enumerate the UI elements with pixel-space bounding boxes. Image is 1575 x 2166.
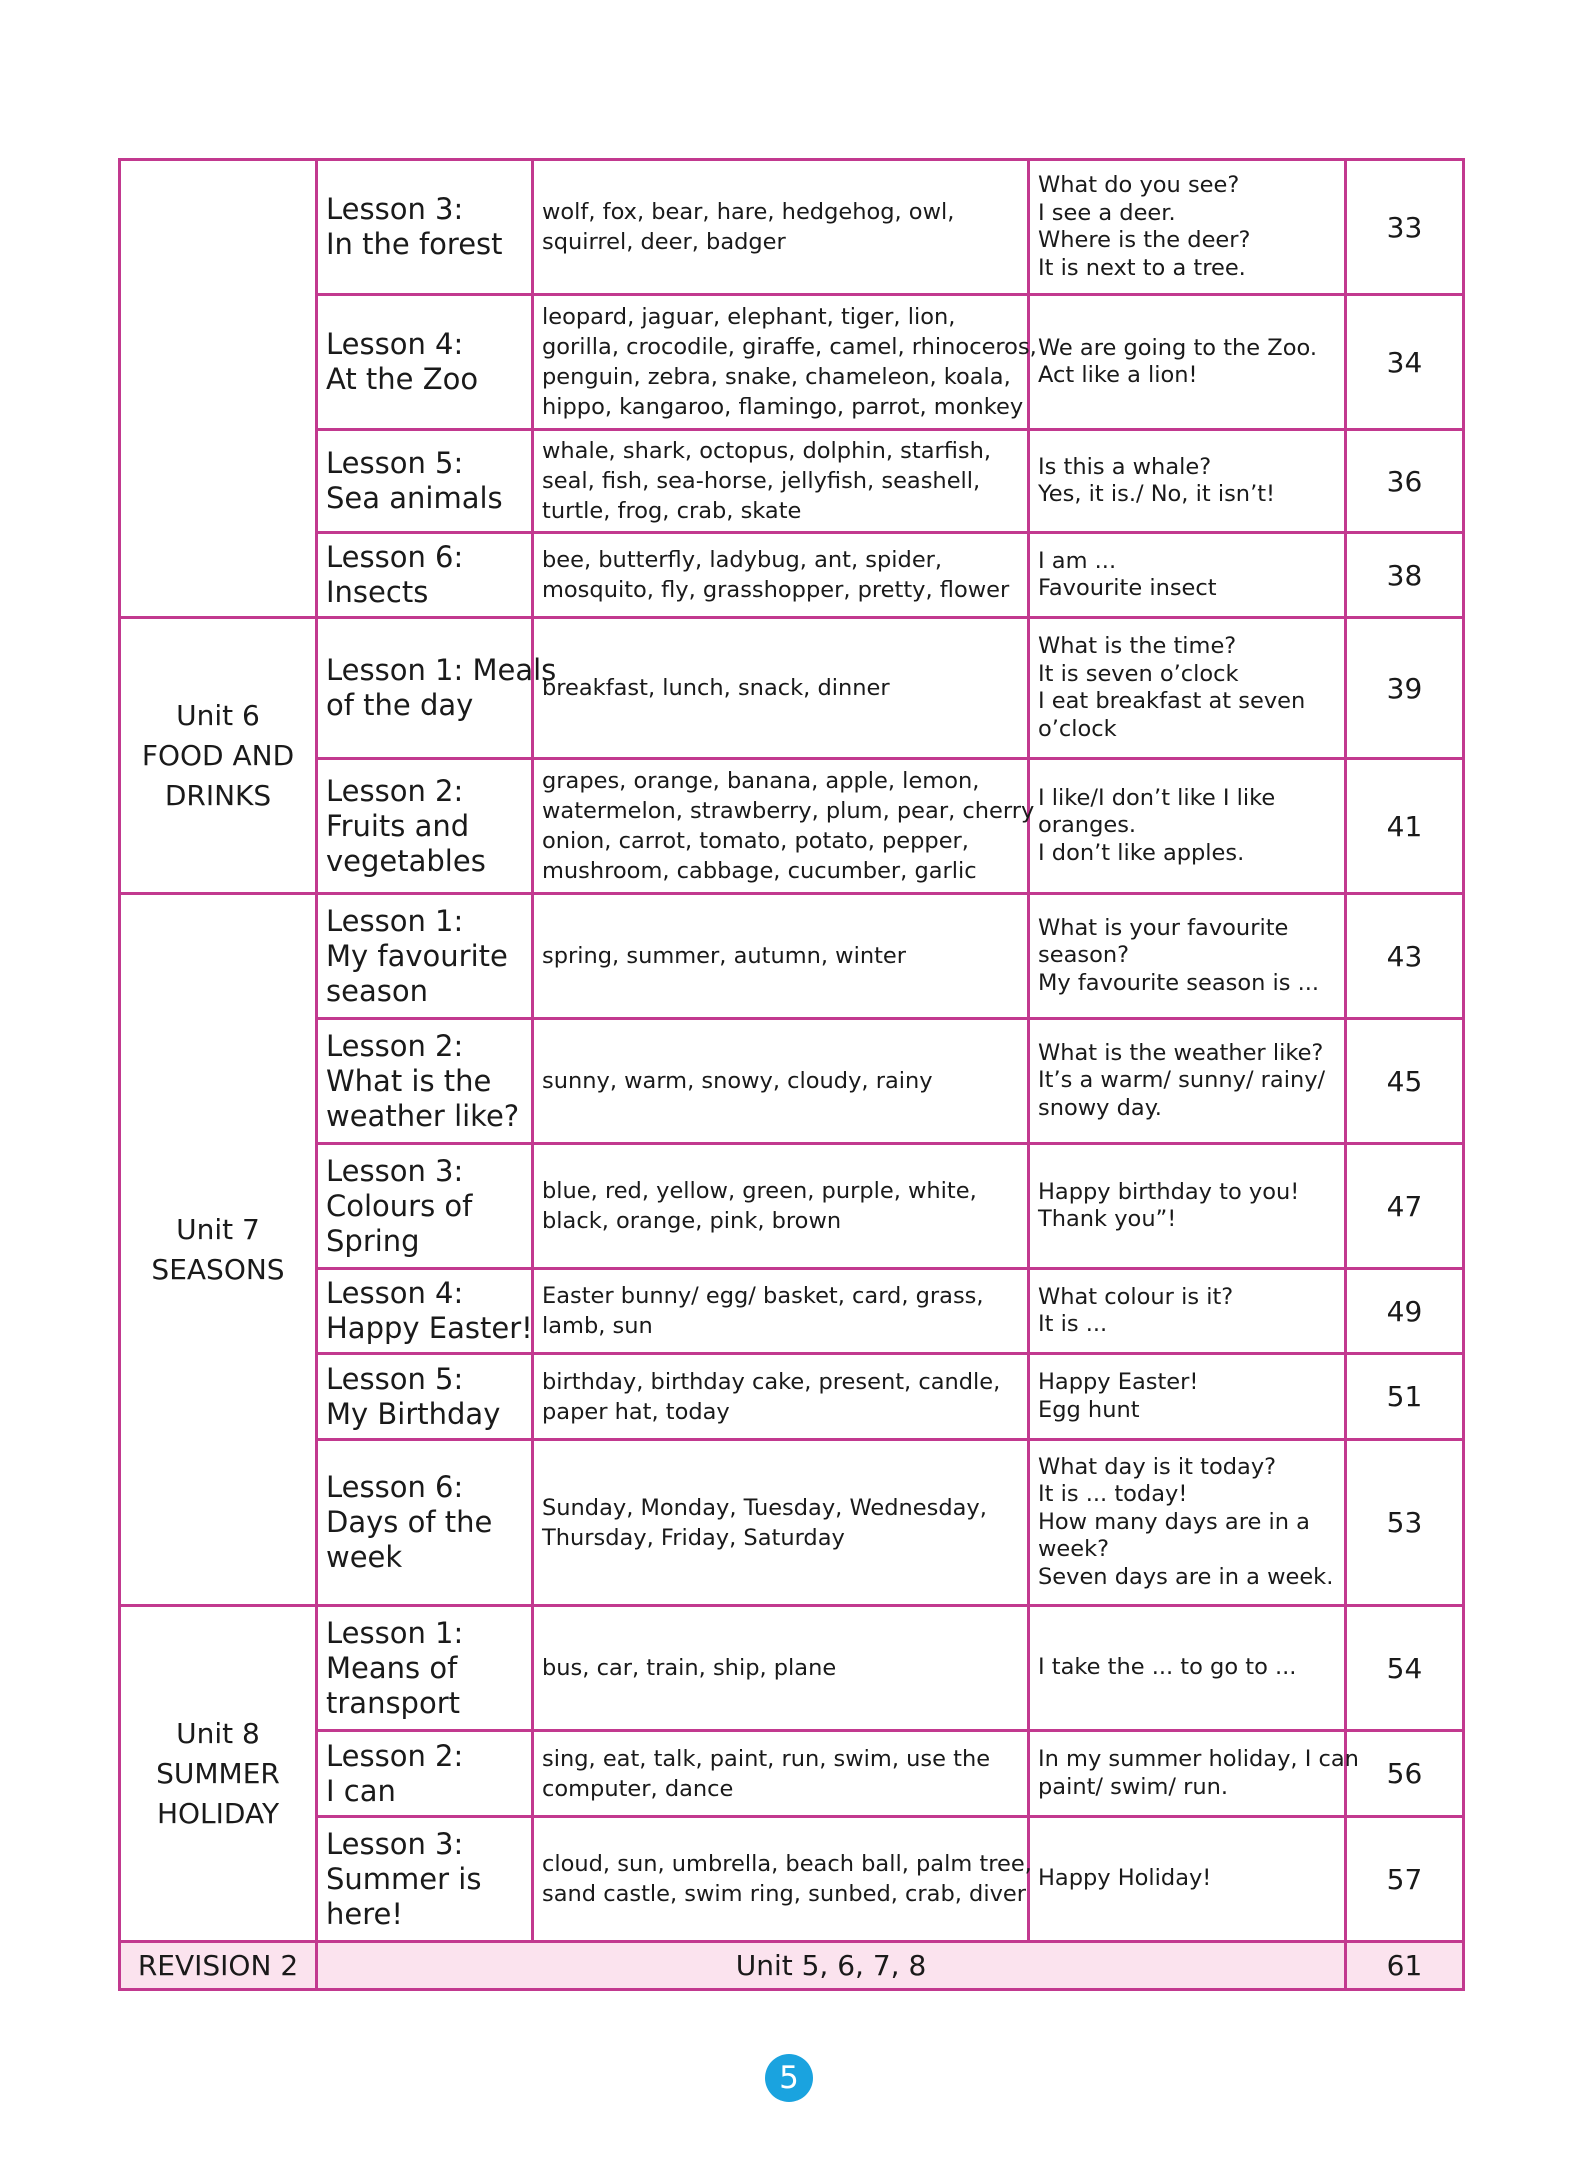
text-line: In the forest — [326, 227, 503, 261]
page-cell: 41 — [1346, 759, 1464, 894]
text-line: mushroom, cabbage, cucumber, garlic — [542, 858, 977, 884]
vocabulary-cell — [533, 1019, 1029, 1144]
page-cell: 53 — [1346, 1440, 1464, 1606]
lesson-title-cell — [317, 1731, 533, 1817]
text-line: Is this a whale? — [1038, 453, 1212, 480]
text-line: Days of the — [326, 1505, 493, 1539]
vocabulary-cell — [533, 618, 1029, 759]
lesson-row — [120, 1019, 1464, 1144]
text-line: grapes, orange, banana, apple, lemon, — [542, 768, 980, 794]
structures-cell — [1029, 1269, 1346, 1354]
vocabulary-cell — [533, 1354, 1029, 1440]
text-line: SEASONS — [151, 1252, 285, 1286]
vocabulary-cell — [533, 295, 1037, 430]
lesson-row — [120, 1269, 1464, 1354]
text-line: gorilla, crocodile, giraffe, camel, rhinoceros, — [542, 334, 1037, 360]
page-cell: 38 — [1346, 533, 1464, 618]
text-line: here! — [326, 1896, 403, 1931]
text-line: vegetables — [326, 843, 486, 878]
structures-cell — [1029, 618, 1346, 759]
text-line: computer, dance — [542, 1775, 734, 1802]
structures-cell — [1029, 1606, 1346, 1731]
text-line: sand castle, swim ring, sunbed, crab, diver — [542, 1881, 1026, 1907]
text-line: I can — [326, 1773, 396, 1808]
text-line: week — [326, 1540, 403, 1574]
text-line: Happy Easter! — [1038, 1369, 1199, 1395]
text-line: We are going to the Zoo. — [1038, 334, 1317, 361]
lesson-row — [120, 1144, 1464, 1269]
text-line: paint/ swim/ run. — [1038, 1773, 1229, 1800]
unit-cell — [120, 1606, 317, 1942]
text-line: Lesson 2: — [326, 773, 464, 808]
text-line: sunny, warm, snowy, cloudy, rainy — [542, 1068, 933, 1094]
text-line: onion, carrot, tomato, potato, pepper, — [542, 828, 969, 854]
lesson-title-cell — [317, 1440, 533, 1606]
lesson-title-cell — [317, 1354, 533, 1440]
vocabulary-cell — [533, 1144, 1029, 1269]
page-cell: 51 — [1346, 1354, 1464, 1440]
text-line: Thank you”! — [1038, 1206, 1177, 1232]
text-line: seal, fish, sea-horse, jellyfish, seashell, — [542, 468, 981, 494]
vocabulary-cell — [533, 1817, 1032, 1942]
text-line: I am ... — [1038, 547, 1117, 574]
text-line: Lesson 4: — [326, 327, 464, 361]
text-line: season — [326, 973, 428, 1008]
text-line: Spring — [326, 1223, 420, 1258]
lesson-row — [120, 295, 1464, 430]
text-line: hippo, kangaroo, flamingo, parrot, monkey — [542, 394, 1024, 420]
text-line: I take the ... to go to ... — [1038, 1654, 1297, 1681]
text-line: It is ... today! — [1038, 1481, 1188, 1508]
text-line: Summer is — [326, 1861, 482, 1896]
text-line: What is the time? — [1038, 633, 1237, 659]
text-line: It is ... — [1038, 1311, 1108, 1337]
text-line: bee, butterfly, ladybug, ant, spider, — [542, 547, 943, 573]
text-line: breakfast, lunch, snack, dinner — [542, 675, 890, 701]
vocabulary-cell — [533, 160, 1029, 295]
text-line: spring, summer, autumn, winter — [542, 943, 907, 969]
text-line: Colours of — [326, 1188, 473, 1223]
text-line: o’clock — [1038, 715, 1117, 742]
text-line: I see a deer. — [1038, 199, 1176, 226]
text-line: sing, eat, talk, paint, run, swim, use the — [542, 1745, 991, 1772]
vocabulary-cell — [533, 759, 1035, 894]
text-line: Seven days are in a week. — [1038, 1563, 1334, 1590]
unit-cell — [120, 160, 317, 618]
vocabulary-cell — [533, 894, 1029, 1019]
lesson-row — [120, 1731, 1464, 1817]
text-line: squirrel, deer, badger — [542, 229, 786, 255]
text-line: snowy day. — [1038, 1094, 1162, 1121]
structures-cell — [1029, 295, 1346, 430]
lesson-title-cell — [317, 430, 533, 533]
text-line: It’s a warm/ sunny/ rainy/ — [1038, 1067, 1326, 1094]
lesson-title-cell — [317, 618, 557, 759]
structures-cell — [1029, 1817, 1346, 1942]
structures-cell — [1029, 1440, 1346, 1606]
lesson-row — [120, 618, 1464, 759]
text-line: Unit 6 — [176, 698, 260, 732]
text-line: Yes, it is./ No, it isn’t! — [1038, 481, 1276, 507]
text-line: Where is the deer? — [1038, 227, 1251, 253]
text-line: cloud, sun, umbrella, beach ball, palm tree, — [542, 1851, 1032, 1877]
text-line: Lesson 5: — [326, 446, 464, 480]
page-cell: 47 — [1346, 1144, 1464, 1269]
table-body — [120, 160, 1464, 1990]
text-line: Happy birthday to you! — [1038, 1178, 1300, 1205]
text-line: Lesson 3: — [326, 1153, 464, 1188]
lesson-row — [120, 533, 1464, 618]
text-line: paper hat, today — [542, 1398, 730, 1425]
contents-table — [118, 158, 1465, 1991]
page-cell: 49 — [1346, 1269, 1464, 1354]
lesson-row — [120, 430, 1464, 533]
text-line: leopard, jaguar, elephant, tiger, lion, — [542, 304, 956, 330]
text-line: wolf, fox, bear, hare, hedgehog, owl, — [542, 199, 955, 225]
lesson-title-cell — [317, 1817, 533, 1942]
text-line: season? — [1038, 942, 1130, 969]
text-line: What is the weather like? — [1038, 1039, 1324, 1066]
vocabulary-cell — [533, 1440, 1029, 1606]
text-line: penguin, zebra, snake, chameleon, koala, — [542, 364, 1011, 390]
page-cell: 43 — [1346, 894, 1464, 1019]
text-line: I eat breakfast at seven — [1038, 688, 1306, 714]
page-cell: 34 — [1346, 295, 1464, 430]
text-line: It is seven o’clock — [1038, 660, 1239, 687]
page-cell: 36 — [1346, 430, 1464, 533]
text-line: mosquito, fly, grasshopper, pretty, flower — [542, 577, 1010, 603]
text-line: Lesson 3: — [326, 192, 464, 226]
structures-cell — [1029, 1144, 1346, 1269]
text-line: Lesson 5: — [326, 1361, 464, 1396]
text-line: blue, red, yellow, green, purple, white, — [542, 1178, 977, 1204]
text-line: Means of — [326, 1650, 458, 1685]
unit-cell — [120, 894, 317, 1606]
lesson-title-cell — [317, 759, 533, 894]
text-line: What day is it today? — [1038, 1453, 1277, 1480]
text-line: whale, shark, octopus, dolphin, starfish, — [542, 438, 992, 464]
text-line: I like/I don’t like I like — [1038, 784, 1276, 811]
lesson-title-cell — [317, 894, 533, 1019]
lesson-title-cell — [317, 1606, 533, 1731]
text-line: FOOD AND — [141, 738, 295, 772]
text-line: What is your favourite — [1038, 914, 1289, 941]
structures-cell — [1029, 759, 1346, 894]
text-line: How many days are in a — [1038, 1508, 1310, 1535]
vocabulary-cell — [533, 1269, 1029, 1354]
text-line: What is the — [326, 1063, 492, 1098]
lesson-row — [120, 1440, 1464, 1606]
text-line: My Birthday — [326, 1396, 501, 1431]
text-line: lamb, sun — [542, 1313, 653, 1339]
text-line: Egg hunt — [1038, 1396, 1140, 1423]
lesson-title-cell — [317, 295, 533, 430]
page-cell: 39 — [1346, 618, 1464, 759]
text-line: Lesson 4: — [326, 1276, 464, 1310]
text-line: I don’t like apples. — [1038, 839, 1245, 866]
text-line: Easter bunny/ egg/ basket, card, grass, — [542, 1283, 984, 1309]
page-cell: 56 — [1346, 1731, 1464, 1817]
unit-cell — [120, 618, 317, 894]
page-cell: 54 — [1346, 1606, 1464, 1731]
vocabulary-cell — [533, 533, 1029, 618]
lesson-row — [120, 1354, 1464, 1440]
text-line: bus, car, train, ship, plane — [542, 1655, 837, 1681]
lesson-title-cell — [317, 533, 533, 618]
text-line: In my summer holiday, I can — [1038, 1746, 1359, 1772]
structures-cell — [1029, 430, 1346, 533]
text-line: It is next to a tree. — [1038, 254, 1246, 281]
text-line: My favourite — [326, 938, 508, 973]
text-line: Lesson 2: — [326, 1738, 464, 1773]
text-line: Lesson 6: — [326, 540, 464, 574]
text-line: My favourite season is ... — [1038, 969, 1320, 996]
structures-cell — [1029, 894, 1346, 1019]
text-line: Happy Holiday! — [1038, 1865, 1212, 1892]
structures-cell — [1029, 1354, 1346, 1440]
text-line: What do you see? — [1038, 172, 1240, 198]
text-line: What colour is it? — [1038, 1283, 1234, 1310]
text-line: Lesson 2: — [326, 1028, 464, 1063]
structures-cell — [1029, 1019, 1346, 1144]
text-line: Insects — [326, 575, 429, 609]
page-cell: 57 — [1346, 1817, 1464, 1942]
text-line: watermelon, strawberry, plum, pear, cherry — [542, 798, 1035, 824]
text-line: DRINKS — [164, 778, 272, 812]
lesson-row — [120, 160, 1464, 295]
text-line: At the Zoo — [326, 362, 479, 396]
text-line: birthday, birthday cake, present, candle, — [542, 1368, 1001, 1395]
text-line: turtle, frog, crab, skate — [542, 498, 802, 524]
revision-page: 61 — [1346, 1942, 1464, 1990]
text-line: Unit 8 — [176, 1716, 260, 1750]
text-line: Unit 7 — [176, 1212, 260, 1246]
lesson-title-cell — [317, 1019, 533, 1144]
text-line: Lesson 1: — [326, 1615, 464, 1650]
text-line: transport — [326, 1685, 460, 1720]
lesson-title-cell — [317, 1144, 533, 1269]
structures-cell — [1029, 533, 1346, 618]
text-line: Thursday, Friday, Saturday — [542, 1524, 845, 1551]
text-line: Lesson 6: — [326, 1470, 464, 1504]
revision-row — [120, 1942, 1464, 1990]
vocabulary-cell — [533, 1731, 1029, 1817]
lesson-row — [120, 1817, 1464, 1942]
text-line: Favourite insect — [1038, 575, 1217, 601]
text-line: of the day — [326, 688, 474, 722]
page-number-badge: 5 — [765, 2054, 813, 2102]
lesson-title-cell — [317, 160, 533, 295]
vocabulary-cell — [533, 1606, 1029, 1731]
text-line: Sunday, Monday, Tuesday, Wednesday, — [542, 1494, 987, 1521]
lesson-title-cell — [317, 1269, 533, 1354]
text-line: Sea animals — [326, 481, 503, 515]
revision-label: REVISION 2 — [120, 1942, 317, 1990]
revision-units: Unit 5, 6, 7, 8 — [317, 1942, 1346, 1990]
page-cell: 33 — [1346, 160, 1464, 295]
text-line: black, orange, pink, brown — [542, 1208, 842, 1234]
lesson-row — [120, 1606, 1464, 1731]
lesson-row — [120, 759, 1464, 894]
structures-cell — [1029, 160, 1346, 295]
text-line: Lesson 3: — [326, 1826, 464, 1861]
text-line: HOLIDAY — [156, 1796, 280, 1830]
text-line: Lesson 1: — [326, 903, 464, 938]
text-line: week? — [1038, 1536, 1110, 1563]
text-line: oranges. — [1038, 812, 1137, 839]
text-line: Act like a lion! — [1038, 362, 1198, 388]
text-line: Happy Easter! — [326, 1311, 533, 1345]
structures-cell — [1029, 1731, 1359, 1817]
text-line: SUMMER — [156, 1756, 280, 1790]
lesson-row — [120, 894, 1464, 1019]
text-line: weather like? — [326, 1098, 520, 1133]
vocabulary-cell — [533, 430, 1029, 533]
page-cell: 45 — [1346, 1019, 1464, 1144]
text-line: Fruits and — [326, 808, 470, 843]
text-line: Lesson 1: Meals — [326, 653, 557, 687]
